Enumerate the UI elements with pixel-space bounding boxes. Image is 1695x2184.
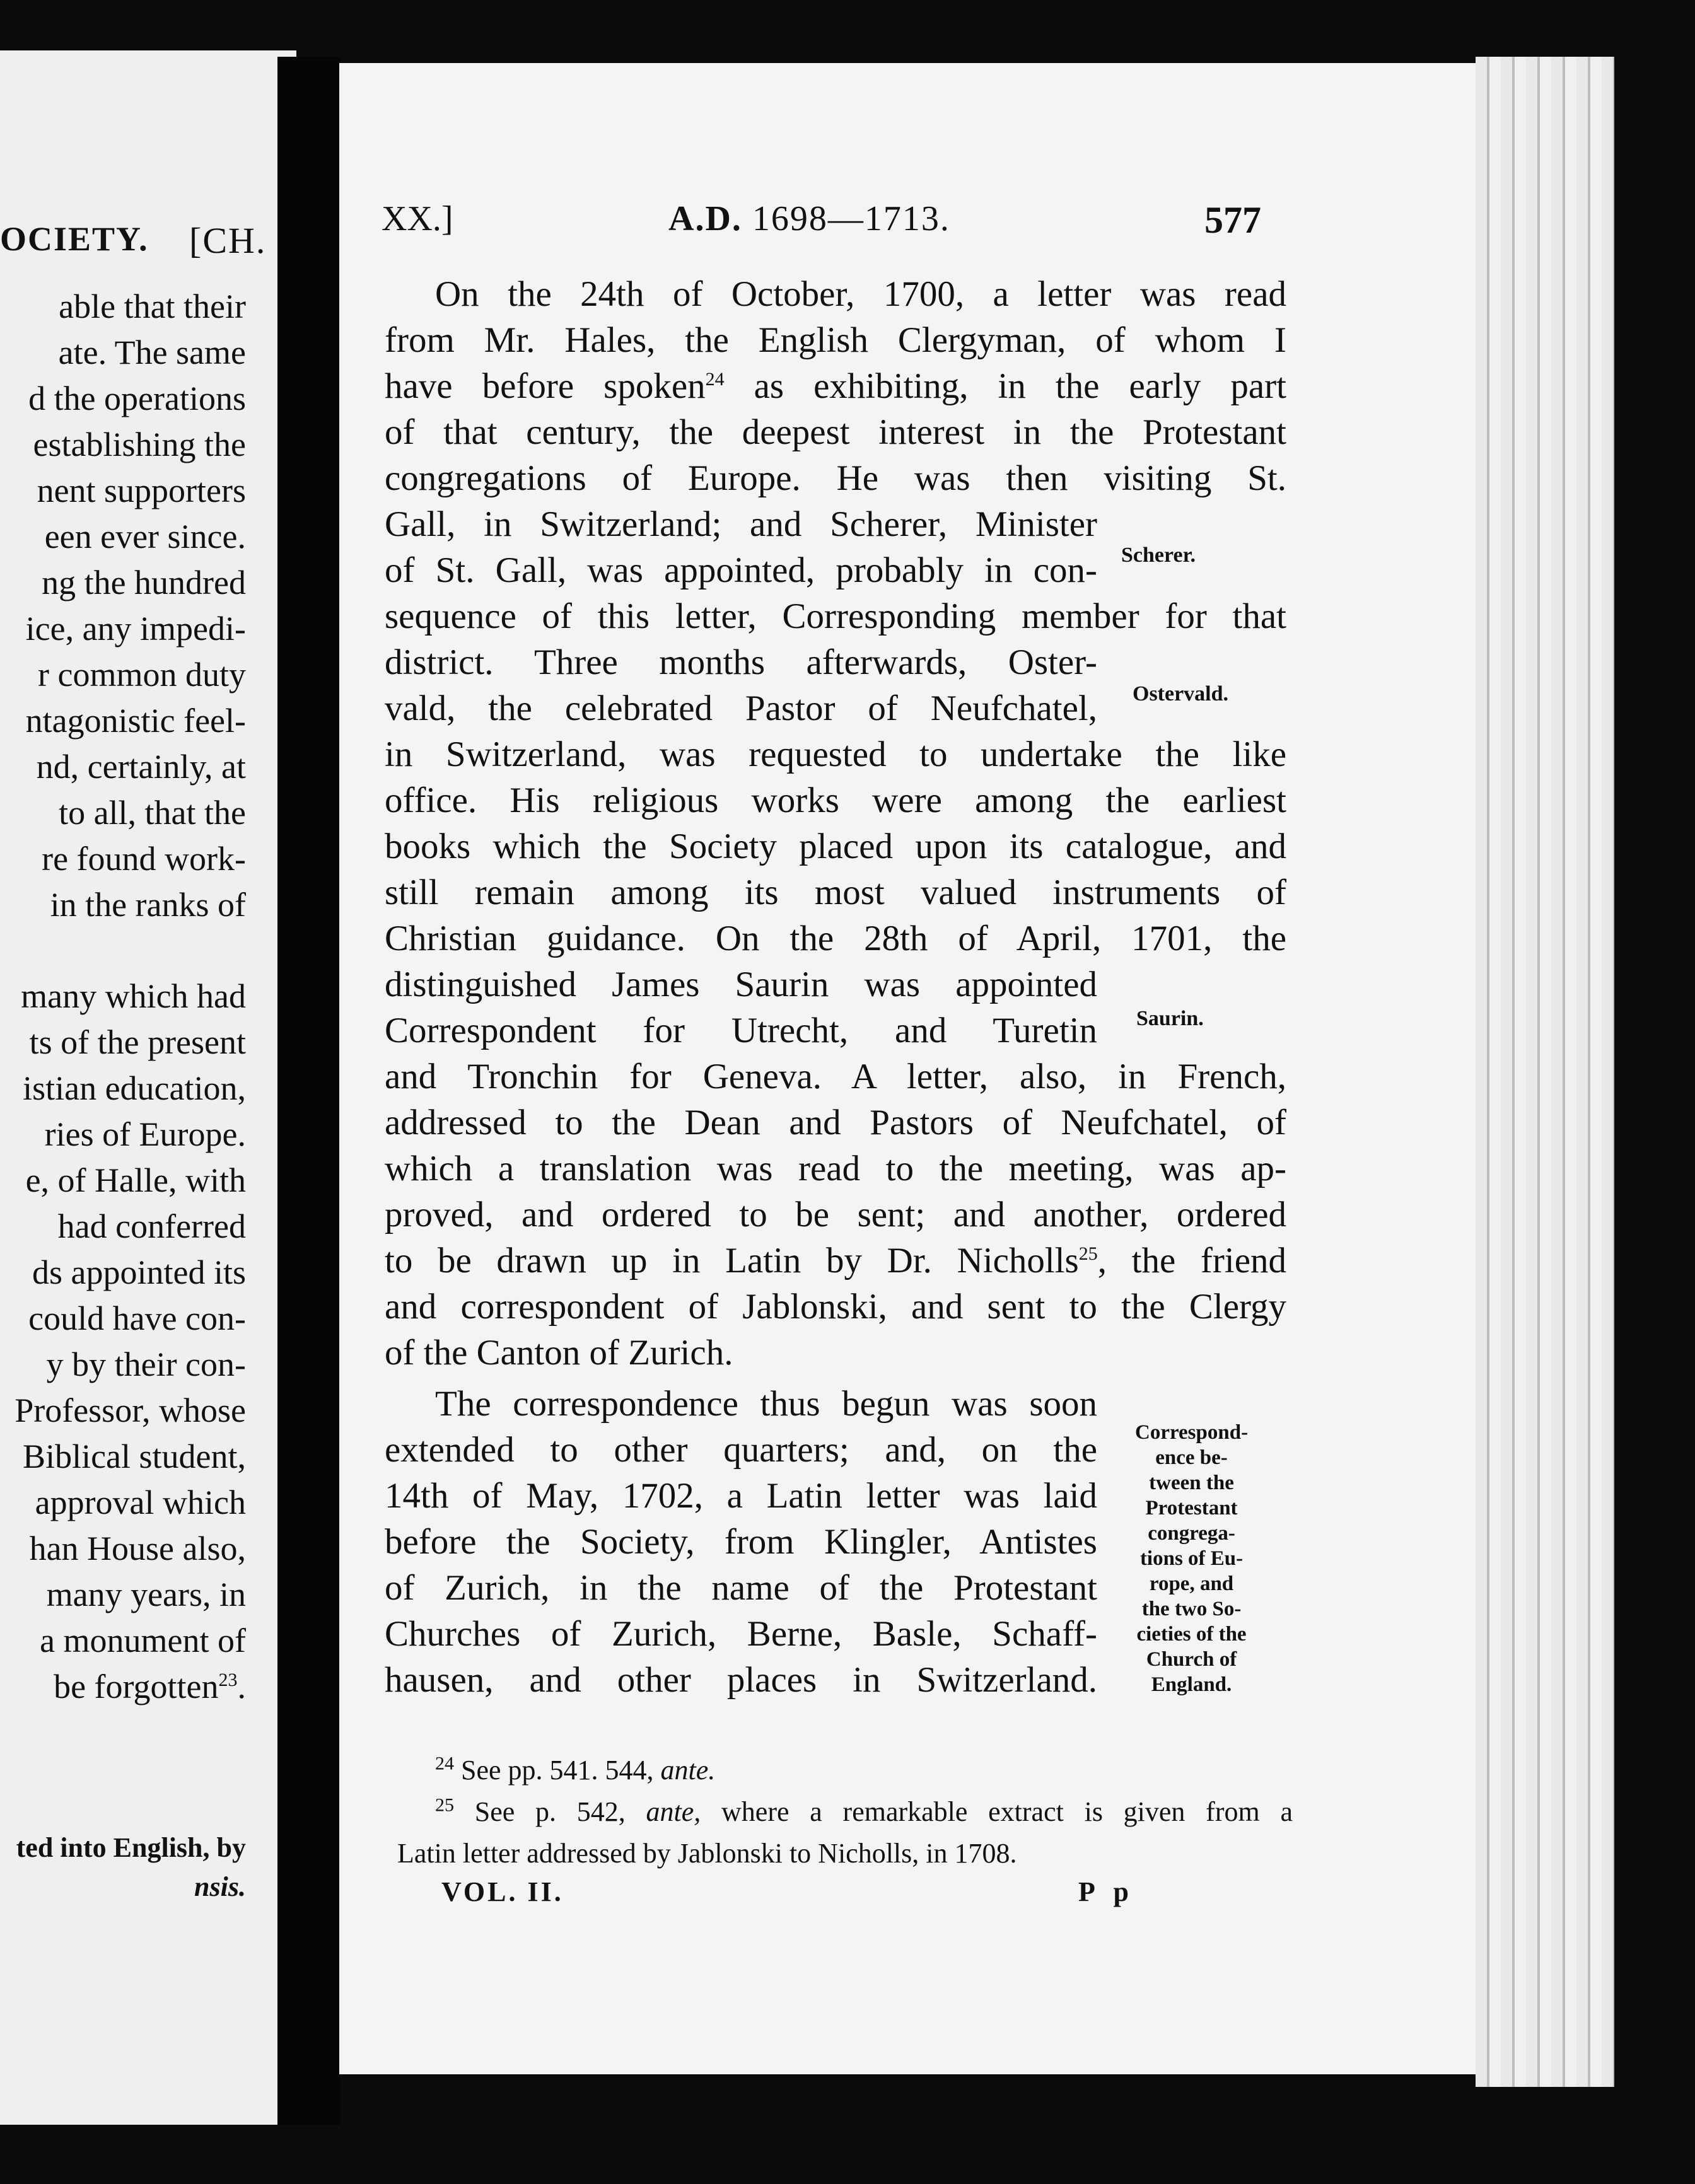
running-head-years: 1698—1713. — [752, 199, 950, 238]
text-line: 14th of May, 1702, a Latin letter was laid — [385, 1476, 1097, 1516]
book-gutter — [277, 57, 341, 2125]
left-text-line: many years, in — [46, 1576, 246, 1613]
text-line: Christian guidance. On the 28th of April, 1701, the — [385, 919, 1286, 958]
footnote-25 — [404, 1791, 1293, 1833]
left-text-period: . — [237, 1668, 246, 1705]
text-line — [385, 1238, 1286, 1284]
left-text-line: e, of Halle, with — [25, 1161, 246, 1199]
left-running-chapter: [CH. — [189, 220, 267, 261]
footnote-number: 25 — [435, 1794, 454, 1816]
left-text-line: han House also, — [29, 1530, 246, 1567]
left-text-line: r common duty — [38, 656, 246, 694]
margin-note-line: tween the — [1149, 1472, 1234, 1494]
text-segment: have before spoken — [385, 366, 706, 406]
left-text-block — [15, 284, 246, 1710]
left-text-line: in the ranks of — [50, 886, 246, 924]
gathering-signature: P p — [1078, 1876, 1135, 1907]
running-head-era: A.D. — [668, 199, 742, 238]
text-line: On the 24th of October, 1700, a letter was read — [435, 274, 1286, 314]
footnote-text: See p. 542, — [454, 1796, 646, 1827]
margin-note-line: congrega- — [1148, 1522, 1235, 1545]
text-segment: , the friend — [1097, 1241, 1286, 1281]
text-line: of St. Gall, was appointed, probably in con- — [385, 550, 1097, 590]
left-text-line: many which had — [21, 977, 246, 1015]
left-text-line: had conferred — [57, 1207, 246, 1245]
left-text-line: ntagonistic feel- — [25, 702, 246, 740]
footnote-ante: ante, — [646, 1796, 701, 1827]
left-text-line: nd, certainly, at — [36, 748, 246, 786]
scan-margin — [1614, 25, 1695, 2106]
page-edges — [1476, 57, 1627, 2087]
footnote-ref-25: 25 — [1078, 1243, 1098, 1264]
text-line: and correspondent of Jablonski, and sent to the Clergy — [385, 1287, 1286, 1327]
text-line: of Zurich, in the name of the Protestant — [385, 1568, 1097, 1608]
left-text-line: ice, any impedi- — [25, 610, 246, 648]
footnote-text: See pp. 541. 544, — [454, 1755, 661, 1786]
running-head-chapter: XX.] — [382, 199, 453, 238]
margin-note-line: Protestant — [1145, 1497, 1238, 1519]
text-line: hausen, and other places in Switzerland. — [385, 1660, 1097, 1700]
left-footnote — [16, 1828, 246, 1907]
left-running-head-title: OCIETY. — [0, 220, 149, 258]
left-text-line: d the operations — [28, 380, 246, 417]
text-segment: to be drawn up in Latin by Dr. Nicholls — [385, 1241, 1079, 1281]
left-text-line: een ever since. — [44, 518, 246, 555]
left-text-line: ts of the present — [29, 1023, 246, 1061]
footnote-24 — [404, 1750, 1293, 1791]
text-line: Gall, in Switzerland; and Scherer, Minister — [385, 504, 1097, 544]
text-line: in Switzerland, was requested to undertake the like — [385, 735, 1286, 774]
margin-note-ostervald: Ostervald. — [1133, 682, 1229, 706]
text-line: of the Canton of Zurich. — [385, 1333, 733, 1373]
left-page — [0, 50, 296, 2125]
footnote-ante: ante. — [660, 1755, 716, 1786]
left-text-line: could have con- — [28, 1299, 246, 1337]
left-footnote-ref: 23 — [218, 1670, 238, 1690]
text-line: sequence of this letter, Corresponding member for that — [385, 596, 1286, 636]
text-line: Correspondent for Utrecht, and Turetin — [385, 1011, 1097, 1050]
text-line: office. His religious works were among the earliest — [385, 781, 1286, 820]
page-number: 577 — [1204, 199, 1261, 241]
left-text-line — [15, 1664, 246, 1710]
margin-note-line: rope, and — [1149, 1572, 1234, 1595]
left-text-line: nent supporters — [37, 472, 246, 509]
left-text-line: ate. The same — [58, 334, 246, 371]
text-segment: as exhibiting, in the early part — [724, 366, 1286, 406]
left-running-head — [0, 219, 267, 261]
margin-note-line: Church of — [1146, 1648, 1237, 1671]
left-text-line: re found work- — [42, 840, 246, 878]
footnote-25-continuation: Latin letter addressed by Jablonski to Nicholls, in 1708. — [397, 1838, 1017, 1869]
left-text-segment: be forgotten — [54, 1668, 219, 1705]
margin-note-line: England. — [1151, 1673, 1232, 1696]
left-text-line: istian education, — [23, 1069, 246, 1107]
footnote-number: 24 — [435, 1753, 454, 1774]
left-text-line: Biblical student, — [23, 1438, 246, 1475]
text-line: congregations of Europe. He was then visiting St. — [385, 458, 1286, 498]
text-line: proved, and ordered to be sent; and another, ordered — [385, 1195, 1286, 1234]
left-text-line: a monument of — [40, 1622, 246, 1659]
footnote-ref-24: 24 — [705, 369, 725, 390]
text-line: distinguished James Saurin was appointed — [385, 965, 1097, 1004]
text-line: district. Three months afterwards, Oster- — [385, 642, 1097, 682]
text-line: of that century, the deepest interest in the Protestant — [385, 412, 1286, 452]
text-line: and Tronchin for Geneva. A letter, also, in French, — [385, 1057, 1286, 1096]
left-text-line: ries of Europe. — [44, 1115, 246, 1153]
left-footnote-line: nsis. — [194, 1871, 246, 1902]
left-text-line: Professor, whose — [15, 1391, 246, 1429]
left-text-line: ds appointed its — [32, 1253, 246, 1291]
text-line: from Mr. Hales, the English Clergyman, of whom I — [385, 320, 1286, 360]
text-line: which a translation was read to the meeting, was ap- — [385, 1149, 1286, 1188]
left-text-line: approval which — [35, 1484, 246, 1521]
margin-note-line: cieties of the — [1136, 1623, 1247, 1646]
text-line — [385, 363, 1286, 409]
left-text-line: establishing the — [33, 426, 246, 463]
text-line: Churches of Zurich, Berne, Basle, Schaff- — [385, 1614, 1097, 1654]
left-text-line: y by their con- — [46, 1345, 246, 1383]
text-line: vald, the celebrated Pastor of Neufchatel, — [385, 688, 1097, 728]
text-line: addressed to the Dean and Pastors of Neufchatel, of — [385, 1103, 1286, 1142]
margin-note-scherer: Scherer. — [1121, 543, 1196, 567]
footnote-text: where a remarkable extract is given from a — [701, 1796, 1293, 1827]
left-text-line: to all, that the — [59, 794, 246, 832]
footnotes — [397, 1750, 1293, 1874]
running-head-dates — [668, 199, 950, 239]
margin-note-line: tions of Eu- — [1139, 1547, 1244, 1570]
text-line: books which the Society placed upon its catalogue, and — [385, 827, 1286, 866]
left-footnote-line: ted into English, by — [16, 1832, 246, 1863]
text-line: still remain among its most valued instruments of — [385, 873, 1286, 912]
margin-note-saurin: Saurin. — [1136, 1007, 1204, 1030]
volume-signature: VOL. II. — [441, 1876, 564, 1907]
margin-note-line: the two So- — [1141, 1598, 1242, 1620]
left-text-line: able that their — [59, 288, 246, 325]
text-line: The correspondence thus begun was soon — [435, 1384, 1097, 1424]
left-text-line: ng the hundred — [42, 564, 246, 601]
margin-note-line: Correspond- — [1135, 1421, 1249, 1444]
margin-note-line: ence be- — [1155, 1446, 1228, 1469]
margin-note-correspondence — [1135, 1420, 1248, 1697]
text-line: before the Society, from Klingler, Antistes — [385, 1522, 1097, 1562]
text-line: extended to other quarters; and, on the — [385, 1430, 1097, 1470]
